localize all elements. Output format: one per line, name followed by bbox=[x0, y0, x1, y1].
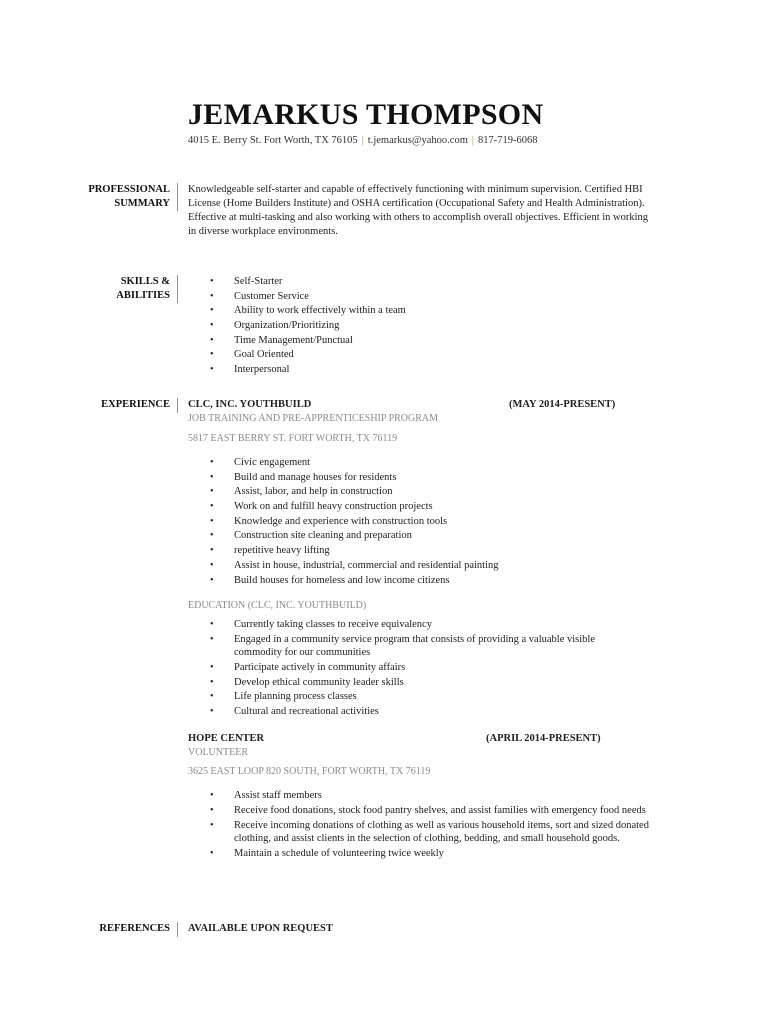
job2-org: HOPE CENTER bbox=[188, 733, 265, 745]
list-item: • Work on and fulfill heavy construction projects bbox=[188, 500, 658, 514]
list-item: • Receive food donations, stock food pantry shelves, and assist families with emergency food needs bbox=[188, 804, 663, 818]
job1-duties-list bbox=[188, 456, 658, 587]
list-item: • Build houses for homeless and low income citizens bbox=[188, 574, 658, 588]
references-text: AVAILABLE UPON REQUEST bbox=[188, 923, 333, 934]
list-item: • Time Management/Punctual bbox=[188, 334, 658, 348]
list-item: • Engaged in a community service program that consists of providing a valuable visible commodity for our communities bbox=[188, 633, 608, 660]
skills-label bbox=[116, 275, 170, 303]
skills-label-line2: ABILITIES bbox=[116, 290, 170, 301]
list-item: • Maintain a schedule of volunteering twice weekly bbox=[188, 847, 663, 861]
skills-divider bbox=[177, 275, 178, 303]
job1-address: 5817 EAST BERRY ST. FORT WORTH, TX 76119 bbox=[188, 433, 398, 444]
summary-text: Knowledgeable self-starter and capable of effectively functioning with minimum supervision. Certified HBI License (Home Builders Institute) and OSHA certification (Occupational Safety and Health Administration). Effective at multi-tasking and also working with others to accomplish overall objectives. Efficient in working in diverse workplace environments. bbox=[188, 184, 649, 237]
list-item: • Ability to work effectively within a team bbox=[188, 304, 658, 318]
list-item: • Assist staff members bbox=[188, 789, 663, 803]
education-list bbox=[188, 618, 608, 718]
skills-list bbox=[188, 275, 658, 377]
job1-org-row bbox=[188, 398, 658, 412]
list-item: • Goal Oriented bbox=[188, 348, 658, 362]
job1-org: CLC, INC. YOUTHBUILD bbox=[188, 399, 312, 410]
list-item: • Knowledge and experience with construction tools bbox=[188, 515, 658, 529]
list-item: • Currently taking classes to receive equivalency bbox=[188, 618, 608, 632]
job2-dates: (APRIL 2014-PRESENT) bbox=[486, 733, 601, 745]
list-item: • Self-Starter bbox=[188, 275, 658, 289]
job2-address: 3625 EAST LOOP 820 SOUTH, FORT WORTH, TX 76119 bbox=[188, 766, 431, 778]
job2-org-row bbox=[188, 732, 658, 746]
list-item: • Civic engagement bbox=[188, 456, 658, 470]
job1-dates: (MAY 2014-PRESENT) bbox=[509, 399, 616, 410]
list-item: • Life planning process classes bbox=[188, 690, 608, 704]
list-item: • Organization/Prioritizing bbox=[188, 319, 658, 333]
job2-duties-list bbox=[188, 789, 663, 860]
list-item: • Assist, labor, and help in construction bbox=[188, 485, 658, 499]
job2-title: VOLUNTEER bbox=[188, 747, 248, 759]
experience-label: EXPERIENCE bbox=[101, 399, 170, 410]
contact-phone: 817-719-6068 bbox=[477, 135, 538, 146]
references-divider bbox=[177, 922, 178, 937]
skills-list-container bbox=[188, 275, 658, 378]
list-item: • Develop ethical community leader skills bbox=[188, 676, 608, 690]
skills-label-line1: SKILLS & bbox=[120, 276, 170, 287]
contact-line bbox=[188, 135, 537, 146]
list-item: • Assist in house, industrial, commercial and residential painting bbox=[188, 559, 658, 573]
list-item: • Customer Service bbox=[188, 290, 658, 304]
experience-content bbox=[188, 398, 658, 862]
list-item: • Interpersonal bbox=[188, 363, 658, 377]
experience-divider bbox=[177, 398, 178, 413]
contact-separator: | bbox=[361, 135, 364, 146]
list-item: • Cultural and recreational activities bbox=[188, 705, 608, 719]
contact-separator: | bbox=[471, 135, 474, 146]
contact-email: t.jemarkus@yahoo.com bbox=[367, 135, 468, 146]
list-item: • Construction site cleaning and preparation bbox=[188, 529, 658, 543]
summary-label-line2: SUMMARY bbox=[114, 198, 170, 209]
job1-title: JOB TRAINING AND PRE-APPRENTICESHIP PROGRAM bbox=[188, 413, 439, 424]
list-item: • repetitive heavy lifting bbox=[188, 544, 658, 558]
contact-address: 4015 E. Berry St. Fort Worth, TX 76105 bbox=[188, 135, 358, 146]
applicant-name: JEMARKUS THOMPSON bbox=[188, 98, 544, 131]
list-item: • Build and manage houses for residents bbox=[188, 471, 658, 485]
summary-label-line1: PROFESSIONAL bbox=[88, 184, 170, 195]
references-label: REFERENCES bbox=[99, 923, 170, 934]
summary-divider bbox=[177, 183, 178, 211]
summary-label bbox=[88, 183, 170, 211]
list-item: • Participate actively in community affairs bbox=[188, 661, 608, 675]
list-item: • Receive incoming donations of clothing as well as various household items, sort and sized donated clothing, and assist clients in the selection of clothing, bedding, and small household goods. bbox=[188, 819, 663, 846]
education-heading: EDUCATION (CLC, INC. YOUTHBUILD) bbox=[188, 600, 367, 611]
